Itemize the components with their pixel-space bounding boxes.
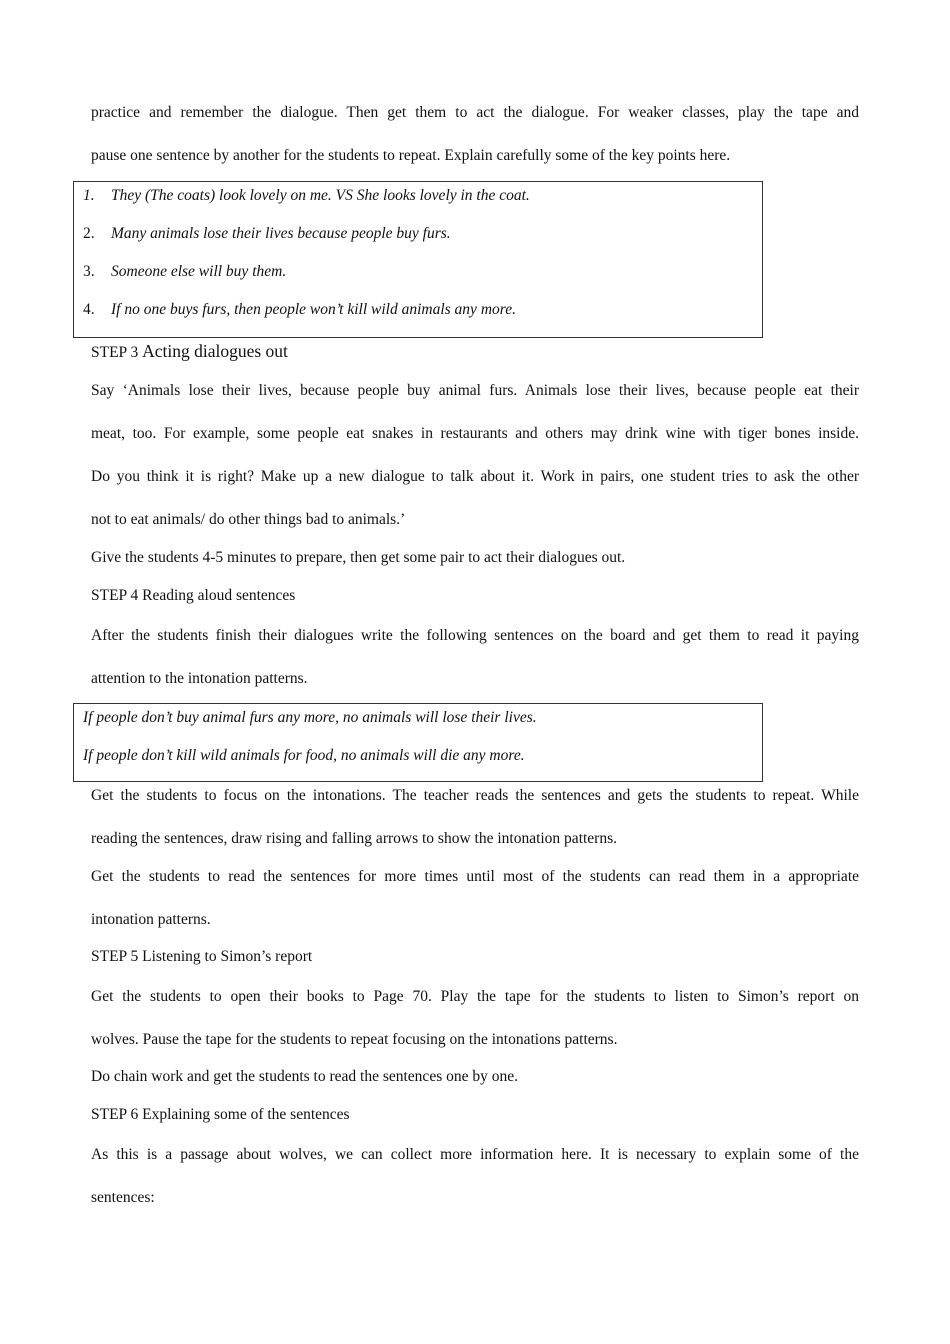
step4-more-paragraph <box>91 855 859 941</box>
step4-line: After the students finish their dialogues write the following sentences on the board and get them to read it paying <box>91 627 859 644</box>
sentences-box <box>73 703 763 782</box>
more-line: intonation patterns. <box>91 911 211 928</box>
key-point-text: Many animals lose their lives because people buy furs. <box>111 225 451 242</box>
step3-line: not to eat animals/ do other things bad to animals.’ <box>91 511 406 528</box>
key-point-text: If no one buys furs, then people won’t kill wild animals any more. <box>111 301 516 318</box>
board-sentence: If people don’t kill wild animals for food, no animals will die any more. <box>83 747 525 764</box>
key-point-item <box>83 224 753 244</box>
step4-heading: STEP 4 Reading aloud sentences <box>91 587 296 604</box>
key-point-item <box>83 262 753 282</box>
board-sentence: If people don’t buy animal furs any more, no animals will lose their lives. <box>83 709 537 726</box>
key-points-box <box>73 181 763 338</box>
step3-prep-text: Give the students 4-5 minutes to prepare, then get some pair to act their dialogues out. <box>91 549 626 566</box>
step3-line: meat, too. For example, some people eat snakes in restaurants and others may drink wine with tiger bones inside. <box>91 425 859 442</box>
intro-line-2: pause one sentence by another for the students to repeat. Explain carefully some of the key points here. <box>91 147 731 164</box>
key-point-text: They (The coats) look lovely on me. VS She looks lovely in the coat. <box>111 187 530 204</box>
key-point-item <box>83 300 753 320</box>
intro-paragraph <box>91 91 859 177</box>
more-line: Get the students to read the sentences for more times until most of the students can read them in a appropriate <box>91 868 859 885</box>
step3-heading <box>91 341 859 363</box>
key-point-item <box>83 186 753 206</box>
step3-title: Acting dialogues out <box>142 341 288 361</box>
intro-line-1: practice and remember the dialogue. Then get them to act the dialogue. For weaker classes, play the tape and <box>91 104 859 121</box>
key-point-number: 3. <box>83 263 95 280</box>
step3-prefix: STEP 3 <box>91 344 139 361</box>
step3-line: Say ‘Animals lose their lives, because people buy animal furs. Animals lose their lives, because people eat their <box>91 382 859 399</box>
focus-line: reading the sentences, draw rising and falling arrows to show the intonation patterns. <box>91 830 618 847</box>
step5-heading: STEP 5 Listening to Simon’s report <box>91 948 313 965</box>
key-point-number: 4. <box>83 301 95 318</box>
step6-paragraph <box>91 1133 859 1219</box>
focus-line: Get the students to focus on the intonations. The teacher reads the sentences and gets the students to repeat. While <box>91 787 859 804</box>
step4-focus-paragraph <box>91 774 859 860</box>
step5-paragraph <box>91 975 859 1061</box>
step4-line: attention to the intonation patterns. <box>91 670 308 687</box>
step5-chain-text: Do chain work and get the students to read the sentences one by one. <box>91 1068 518 1085</box>
step4-paragraph <box>91 614 859 700</box>
step5-line: wolves. Pause the tape for the students to repeat focusing on the intonations patterns. <box>91 1031 618 1048</box>
step3-paragraph <box>91 369 859 541</box>
step3-line: Do you think it is right? Make up a new dialogue to talk about it. Work in pairs, one student tries to ask the other <box>91 468 859 485</box>
step5-line: Get the students to open their books to Page 70. Play the tape for the students to listen to Simon’s report on <box>91 988 859 1005</box>
step6-line: As this is a passage about wolves, we can collect more information here. It is necessary to explain some of the <box>91 1146 859 1163</box>
step6-heading: STEP 6 Explaining some of the sentences <box>91 1106 350 1123</box>
key-point-number: 1. <box>83 187 95 204</box>
step6-line: sentences: <box>91 1189 155 1206</box>
key-point-text: Someone else will buy them. <box>111 263 287 280</box>
key-point-number: 2. <box>83 225 95 242</box>
